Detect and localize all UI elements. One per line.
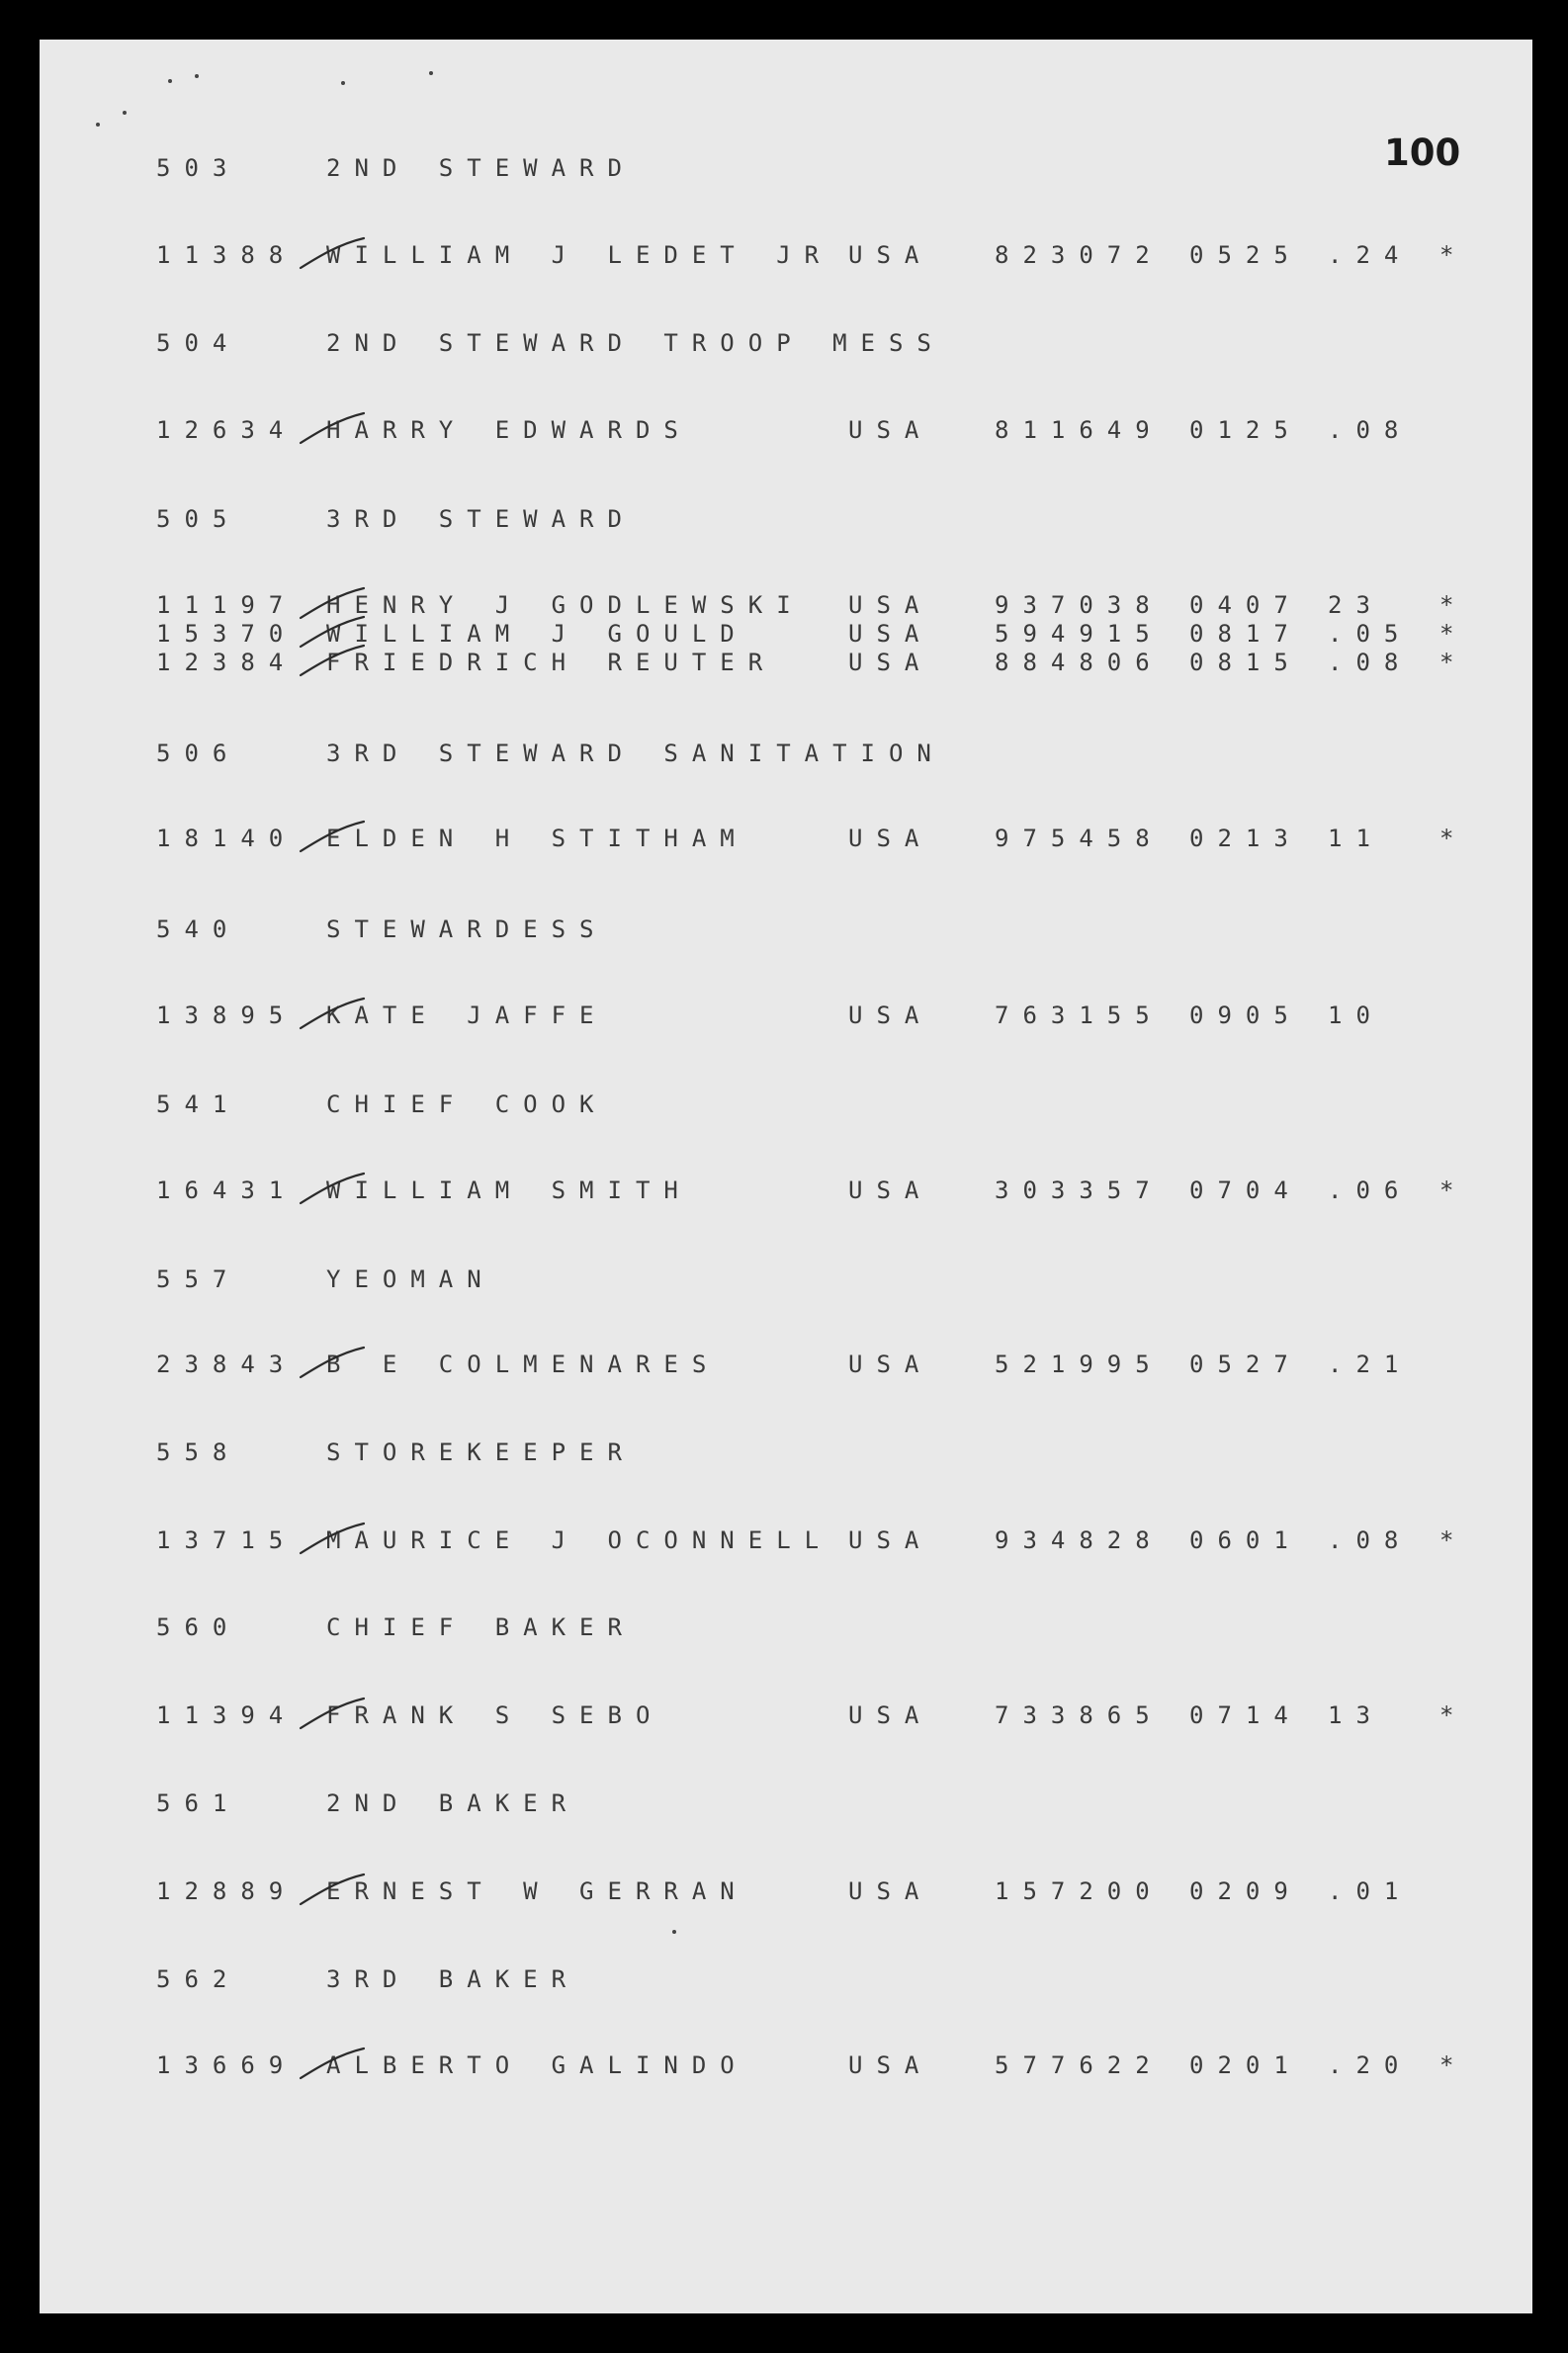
page-number: 100 — [1384, 131, 1461, 174]
entry-mark: * — [1439, 1176, 1468, 1204]
section-code: 562 — [156, 1965, 241, 1993]
section-title: 3RD STEWARD SANITATION — [326, 740, 945, 767]
entry-name: WILLIAM J LEDET JR — [326, 241, 833, 269]
entry-name: ALBERTO GALINDO — [326, 2051, 748, 2079]
entry-mark: * — [1439, 241, 1468, 269]
entry-value: .08 — [1328, 1526, 1413, 1554]
entry-number: 823072 — [995, 241, 1164, 269]
entry-mark: * — [1439, 649, 1468, 676]
entry-ref: 18140 — [156, 825, 298, 852]
check-mark-icon — [299, 642, 358, 665]
entry-nationality: USA — [848, 416, 933, 444]
entry-ref: 12889 — [156, 1877, 298, 1905]
entry-date: 0905 — [1189, 1002, 1302, 1029]
entry-ref: 23843 — [156, 1351, 298, 1378]
section-title: 2ND STEWARD TROOP MESS — [326, 329, 945, 357]
entry-value: .24 — [1328, 241, 1413, 269]
entry-value: .21 — [1328, 1351, 1413, 1378]
entry-number: 811649 — [995, 416, 1164, 444]
entry-number: 763155 — [995, 1002, 1164, 1029]
section-title: 2ND BAKER — [326, 1789, 580, 1817]
entry-date: 0125 — [1189, 416, 1302, 444]
entry-nationality: USA — [848, 1877, 933, 1905]
section-code: 505 — [156, 505, 241, 533]
section-title: STEWARDESS — [326, 915, 608, 943]
entry-name: B E COLMENARES — [326, 1351, 721, 1378]
entry-date: 0601 — [1189, 1526, 1302, 1554]
entry-mark: * — [1439, 825, 1468, 852]
check-mark-icon — [299, 584, 358, 608]
ink-speck — [195, 74, 199, 78]
entry-number: 934828 — [995, 1526, 1164, 1554]
entry-date: 0527 — [1189, 1351, 1302, 1378]
ink-speck — [168, 79, 172, 83]
entry-name: FRANK S SEBO — [326, 1701, 664, 1729]
entry-number: 577622 — [995, 2051, 1164, 2079]
entry-nationality: USA — [848, 241, 933, 269]
ink-speck — [429, 71, 433, 75]
entry-date: 0407 — [1189, 591, 1302, 619]
section-code: 503 — [156, 154, 241, 182]
entry-nationality: USA — [848, 1351, 933, 1378]
section-code: 557 — [156, 1265, 241, 1293]
entry-value: 13 — [1328, 1701, 1384, 1729]
entry-number: 521995 — [995, 1351, 1164, 1378]
check-mark-icon — [299, 234, 358, 258]
section-title: STOREKEEPER — [326, 1438, 636, 1466]
entry-number: 975458 — [995, 825, 1164, 852]
check-mark-icon — [299, 1344, 358, 1367]
entry-date: 0213 — [1189, 825, 1302, 852]
section-title: CHIEF BAKER — [326, 1613, 636, 1641]
section-title: 3RD STEWARD — [326, 505, 636, 533]
entry-value: 11 — [1328, 825, 1384, 852]
entry-nationality: USA — [848, 649, 933, 676]
entry-number: 303357 — [995, 1176, 1164, 1204]
entry-date: 0209 — [1189, 1877, 1302, 1905]
entry-ref: 13715 — [156, 1526, 298, 1554]
check-mark-icon — [299, 1695, 358, 1718]
check-mark-icon — [299, 1170, 358, 1193]
entry-name: HENRY J GODLEWSKI — [326, 591, 805, 619]
section-code: 560 — [156, 1613, 241, 1641]
ink-speck — [123, 111, 127, 115]
entry-ref: 13669 — [156, 2051, 298, 2079]
check-mark-icon — [299, 409, 358, 433]
entry-mark: * — [1439, 1526, 1468, 1554]
section-code: 558 — [156, 1438, 241, 1466]
section-code: 561 — [156, 1789, 241, 1817]
entry-name: MAURICE J OCONNELL — [326, 1526, 833, 1554]
entry-nationality: USA — [848, 591, 933, 619]
entry-nationality: USA — [848, 1176, 933, 1204]
entry-date: 0201 — [1189, 2051, 1302, 2079]
entry-ref: 12634 — [156, 416, 298, 444]
entry-number: 884806 — [995, 649, 1164, 676]
section-title: 3RD BAKER — [326, 1965, 580, 1993]
section-code: 504 — [156, 329, 241, 357]
entry-number: 157200 — [995, 1877, 1164, 1905]
section-code: 541 — [156, 1090, 241, 1118]
check-mark-icon — [299, 1520, 358, 1543]
section-title: CHIEF COOK — [326, 1090, 608, 1118]
entry-date: 0714 — [1189, 1701, 1302, 1729]
entry-value: 10 — [1328, 1002, 1384, 1029]
entry-date: 0525 — [1189, 241, 1302, 269]
check-mark-icon — [299, 995, 358, 1018]
entry-date: 0815 — [1189, 649, 1302, 676]
entry-ref: 12384 — [156, 649, 298, 676]
ink-speck — [341, 81, 345, 85]
entry-name: WILLIAM SMITH — [326, 1176, 692, 1204]
entry-value: .08 — [1328, 649, 1413, 676]
entry-number: 937038 — [995, 591, 1164, 619]
ink-speck — [672, 1930, 676, 1934]
entry-value: .06 — [1328, 1176, 1413, 1204]
section-title: YEOMAN — [326, 1265, 495, 1293]
entry-nationality: USA — [848, 1701, 933, 1729]
entry-name: FRIEDRICH REUTER — [326, 649, 777, 676]
entry-value: 23 — [1328, 591, 1384, 619]
entry-ref: 16431 — [156, 1176, 298, 1204]
entry-ref: 13895 — [156, 1002, 298, 1029]
entry-value: .01 — [1328, 1877, 1413, 1905]
check-mark-icon — [299, 2045, 358, 2068]
entry-mark: * — [1439, 1701, 1468, 1729]
entry-ref: 11388 — [156, 241, 298, 269]
entry-mark: * — [1439, 591, 1468, 619]
check-mark-icon — [299, 818, 358, 841]
entry-name: ELDEN H STITHAM — [326, 825, 748, 852]
entry-number: 594915 — [995, 620, 1164, 648]
entry-nationality: USA — [848, 825, 933, 852]
entry-value: .08 — [1328, 416, 1413, 444]
entry-ref: 15370 — [156, 620, 298, 648]
entry-name: ERNEST W GERRAN — [326, 1877, 748, 1905]
document-page — [40, 40, 1532, 2313]
entry-nationality: USA — [848, 1002, 933, 1029]
entry-ref: 11394 — [156, 1701, 298, 1729]
entry-ref: 11197 — [156, 591, 298, 619]
entry-value: .20 — [1328, 2051, 1413, 2079]
entry-value: .05 — [1328, 620, 1413, 648]
entry-nationality: USA — [848, 620, 933, 648]
check-mark-icon — [299, 613, 358, 637]
entry-date: 0817 — [1189, 620, 1302, 648]
section-code: 506 — [156, 740, 241, 767]
section-title: 2ND STEWARD — [326, 154, 636, 182]
entry-nationality: USA — [848, 1526, 933, 1554]
section-code: 540 — [156, 915, 241, 943]
check-mark-icon — [299, 1871, 358, 1894]
entry-mark: * — [1439, 2051, 1468, 2079]
entry-mark: * — [1439, 620, 1468, 648]
entry-name: HARRY EDWARDS — [326, 416, 692, 444]
entry-date: 0704 — [1189, 1176, 1302, 1204]
entry-nationality: USA — [848, 2051, 933, 2079]
entry-name: WILLIAM J GOULD — [326, 620, 748, 648]
ink-speck — [96, 123, 100, 127]
entry-name: KATE JAFFE — [326, 1002, 608, 1029]
entry-number: 733865 — [995, 1701, 1164, 1729]
